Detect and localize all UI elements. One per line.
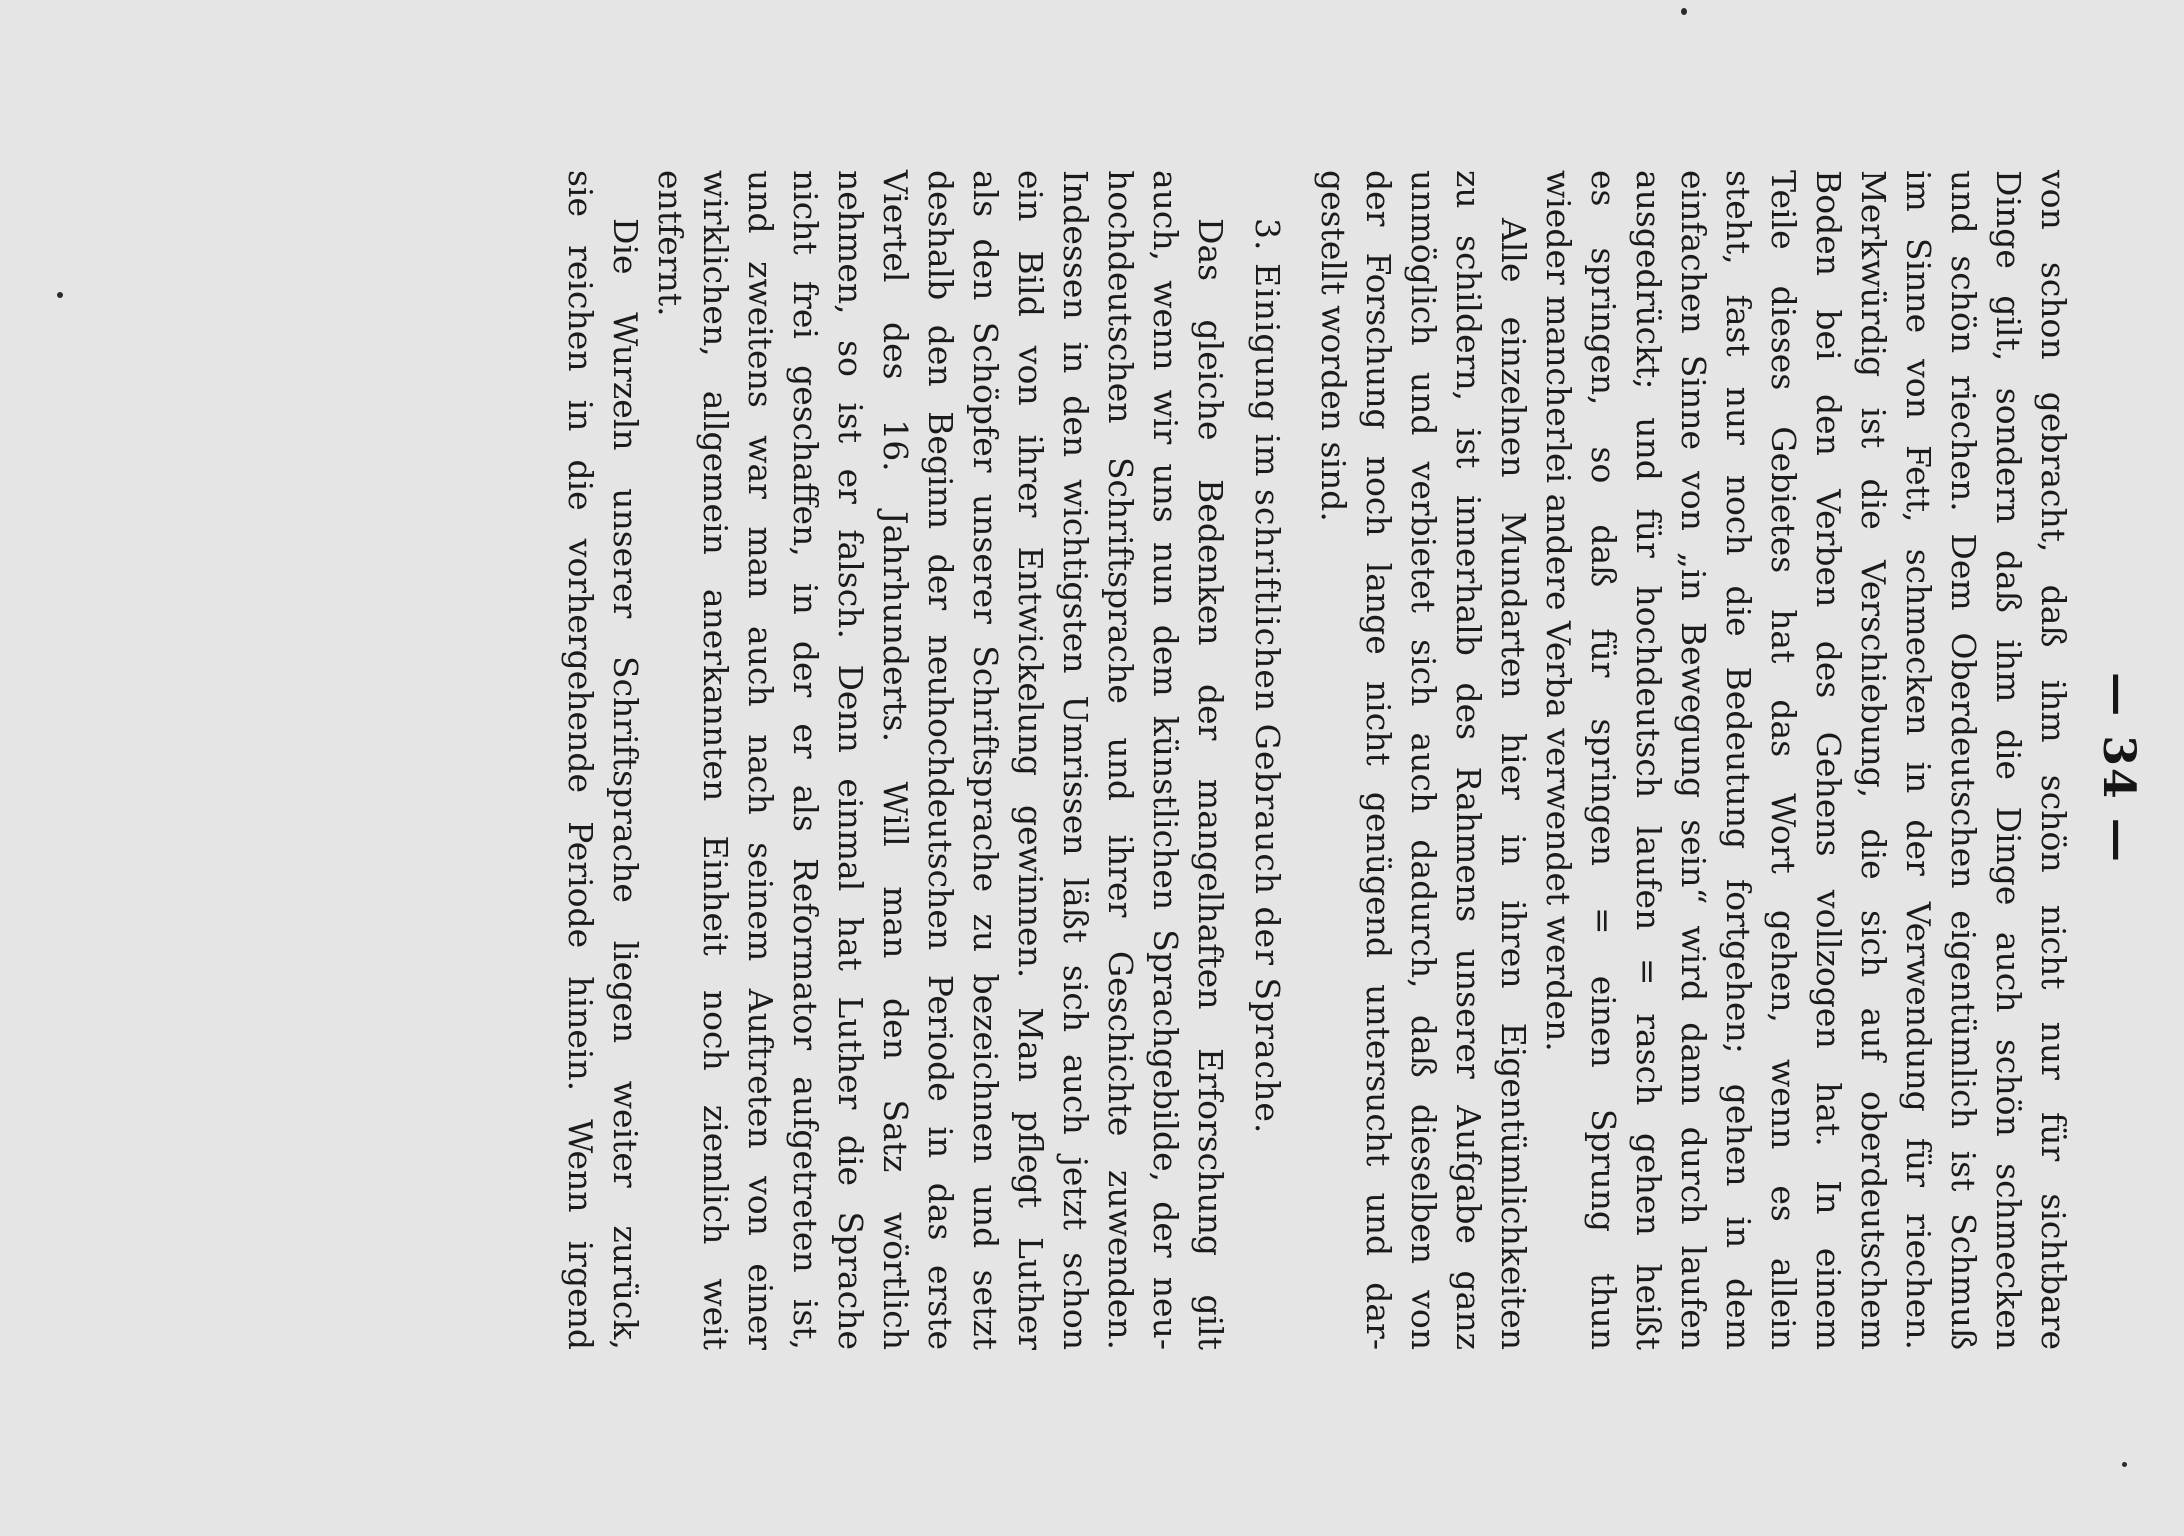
text-line: es springen, so daß für springen = einen Sprung thun: [1584, 170, 1623, 1350]
scan-speck: [2122, 1462, 2127, 1467]
text-line: Merkwürdig ist die Verschiebung, die sich auf oberdeutschem: [1854, 170, 1893, 1350]
paragraph-3: [648, 170, 1233, 1350]
text-line: einfachen Sinne von „in Bewegung sein“ wird dann durch laufen: [1674, 170, 1713, 1350]
text-line: zu schildern, ist innerhalb des Rahmens unserer Aufgabe ganz: [1449, 170, 1488, 1350]
paragraph-4: [558, 170, 648, 1350]
text-line: wirklichen, allgemein anerkannten Einheit noch ziemlich weit: [696, 170, 735, 1350]
text-line: der Forschung noch lange nicht genügend untersucht und dar-: [1359, 170, 1398, 1350]
text-line: Alle einzelnen Mundarten hier in ihren Eigentümlichkeiten: [1494, 218, 1533, 1350]
text-line: sie reichen in die vorhergehende Periode hinein. Wenn irgend: [561, 170, 600, 1350]
scan-speck: [1681, 8, 1687, 15]
body-text: [558, 170, 2076, 1350]
text-line: ein Bild von ihrer Entwickelung gewinnen. Man pflegt Luther: [1011, 170, 1050, 1350]
text-line: von schon gebracht, daß ihm schön nicht nur für sichtbare: [2034, 170, 2073, 1350]
text-line: nehmen, so ist er falsch. Denn einmal hat Luther die Sprache: [831, 170, 870, 1350]
text-line: deshalb den Beginn der neuhochdeutschen Periode in das erste: [921, 170, 960, 1350]
text-line: im Sinne von Fett, schmecken in der Verwendung für riechen.: [1899, 170, 1938, 1350]
text-line: gestellt worden sind.: [1314, 170, 1353, 522]
text-line: Boden bei den Verben des Gehens vollzogen hat. In einem: [1809, 170, 1848, 1350]
text-line: hochdeutschen Schriftsprache und ihrer Geschichte zuwenden.: [1101, 170, 1140, 1350]
text-line: auch, wenn wir uns nun dem künstlichen Sprachgebilde, der neu-: [1146, 170, 1185, 1350]
section-heading: 3. Einigung im schriftlichen Gebrauch der Sprache.: [1248, 218, 1287, 1135]
text-line: Die Wurzeln unserer Schriftsprache liegen weiter zurück,: [606, 218, 645, 1350]
paragraph-2: [1311, 170, 1536, 1350]
text-line: Dinge gilt, sondern daß ihm die Dinge auch schön schmecken: [1989, 170, 2028, 1350]
text-line: ausgedrückt; und für hochdeutsch laufen = rasch gehen heißt: [1629, 170, 1668, 1350]
text-line: entfernt.: [651, 170, 690, 317]
text-line: und schön riechen. Dem Oberdeutschen eigentümlich ist Schmuß: [1944, 170, 1983, 1350]
text-line: steht, fast nur noch die Bedeutung fortgehen; gehen in dem: [1719, 170, 1758, 1350]
text-line: Teile dieses Gebietes hat das Wort gehen, wenn es allein: [1764, 170, 1803, 1350]
paragraph-1: [1536, 170, 2076, 1350]
text-line: und zweitens war man auch nach seinem Auftreten von einer: [741, 170, 780, 1350]
text-line: unmöglich und verbietet sich auch dadurch, daß dieselben von: [1404, 170, 1443, 1350]
page-number: — 34 —: [2093, 672, 2144, 864]
text-line: wieder mancherlei andere Verba verwendet werden.: [1539, 170, 1578, 1052]
text-line: Viertel des 16. Jahrhunderts. Will man den Satz wörtlich: [876, 170, 915, 1350]
text-line: Das gleiche Bedenken der mangelhaften Erforschung gilt: [1191, 218, 1230, 1350]
text-line: Indessen in den wichtigsten Umrissen läßt sich auch jetzt schon: [1056, 170, 1095, 1350]
text-line: als den Schöpfer unserer Schriftsprache zu bezeichnen und setzt: [966, 170, 1005, 1350]
text-line: nicht frei geschaffen, in der er als Reformator aufgetreten ist,: [786, 170, 825, 1350]
scan-speck: [57, 292, 63, 298]
